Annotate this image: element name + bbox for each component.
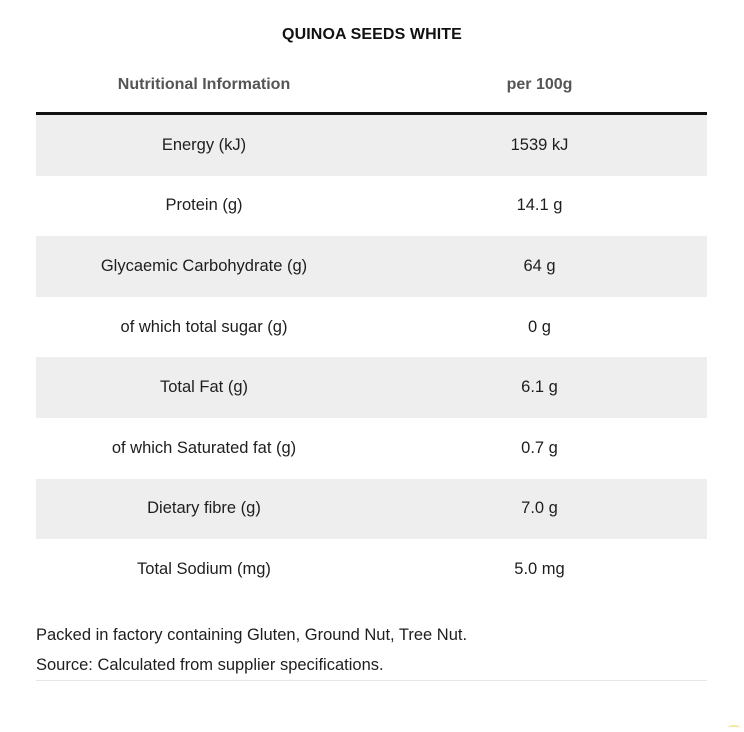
nutrition-table bbox=[36, 115, 707, 600]
nutrient-value: 0.7 g bbox=[521, 438, 558, 457]
nutrient-value: 0 g bbox=[528, 317, 551, 336]
nutrient-label: Total Fat (g) bbox=[159, 378, 249, 397]
nutrient-label: Glycaemic Carbohydrate (g) bbox=[100, 256, 308, 275]
allergen-note: Packed in factory containing Gluten, Ground Nut, Tree Nut. bbox=[36, 626, 468, 644]
footer-notes bbox=[36, 620, 707, 680]
header-amount: per 100g bbox=[506, 76, 573, 93]
header-nutrient: Nutritional Information bbox=[117, 76, 291, 93]
table-row bbox=[36, 357, 707, 418]
table-row bbox=[36, 115, 707, 176]
table-row bbox=[36, 297, 707, 358]
table-row bbox=[36, 479, 707, 540]
table-row bbox=[36, 539, 707, 600]
corner-decoration bbox=[728, 725, 740, 730]
page-title: QUINOA SEEDS WHITE bbox=[282, 26, 462, 43]
table-row bbox=[36, 176, 707, 237]
source-note: Source: Calculated from supplier specifications. bbox=[36, 656, 384, 674]
nutrient-value: 14.1 g bbox=[516, 196, 563, 215]
nutrient-value: 1539 kJ bbox=[510, 135, 569, 154]
nutrient-value: 7.0 g bbox=[521, 499, 558, 518]
footer-divider bbox=[36, 680, 707, 681]
nutrient-value: 6.1 g bbox=[521, 378, 558, 397]
nutrient-label: Protein (g) bbox=[165, 196, 243, 215]
table-row bbox=[36, 418, 707, 479]
table-row bbox=[36, 236, 707, 297]
nutrient-label: of which Saturated fat (g) bbox=[111, 438, 297, 457]
nutrient-value: 64 g bbox=[523, 256, 556, 275]
nutrient-label: Dietary fibre (g) bbox=[147, 499, 261, 518]
nutrient-label: Energy (kJ) bbox=[161, 135, 247, 154]
nutrient-label: of which total sugar (g) bbox=[120, 317, 288, 336]
table-header bbox=[36, 58, 707, 112]
nutrient-label: Total Sodium (mg) bbox=[137, 559, 271, 578]
nutrient-value: 5.0 mg bbox=[514, 559, 565, 578]
